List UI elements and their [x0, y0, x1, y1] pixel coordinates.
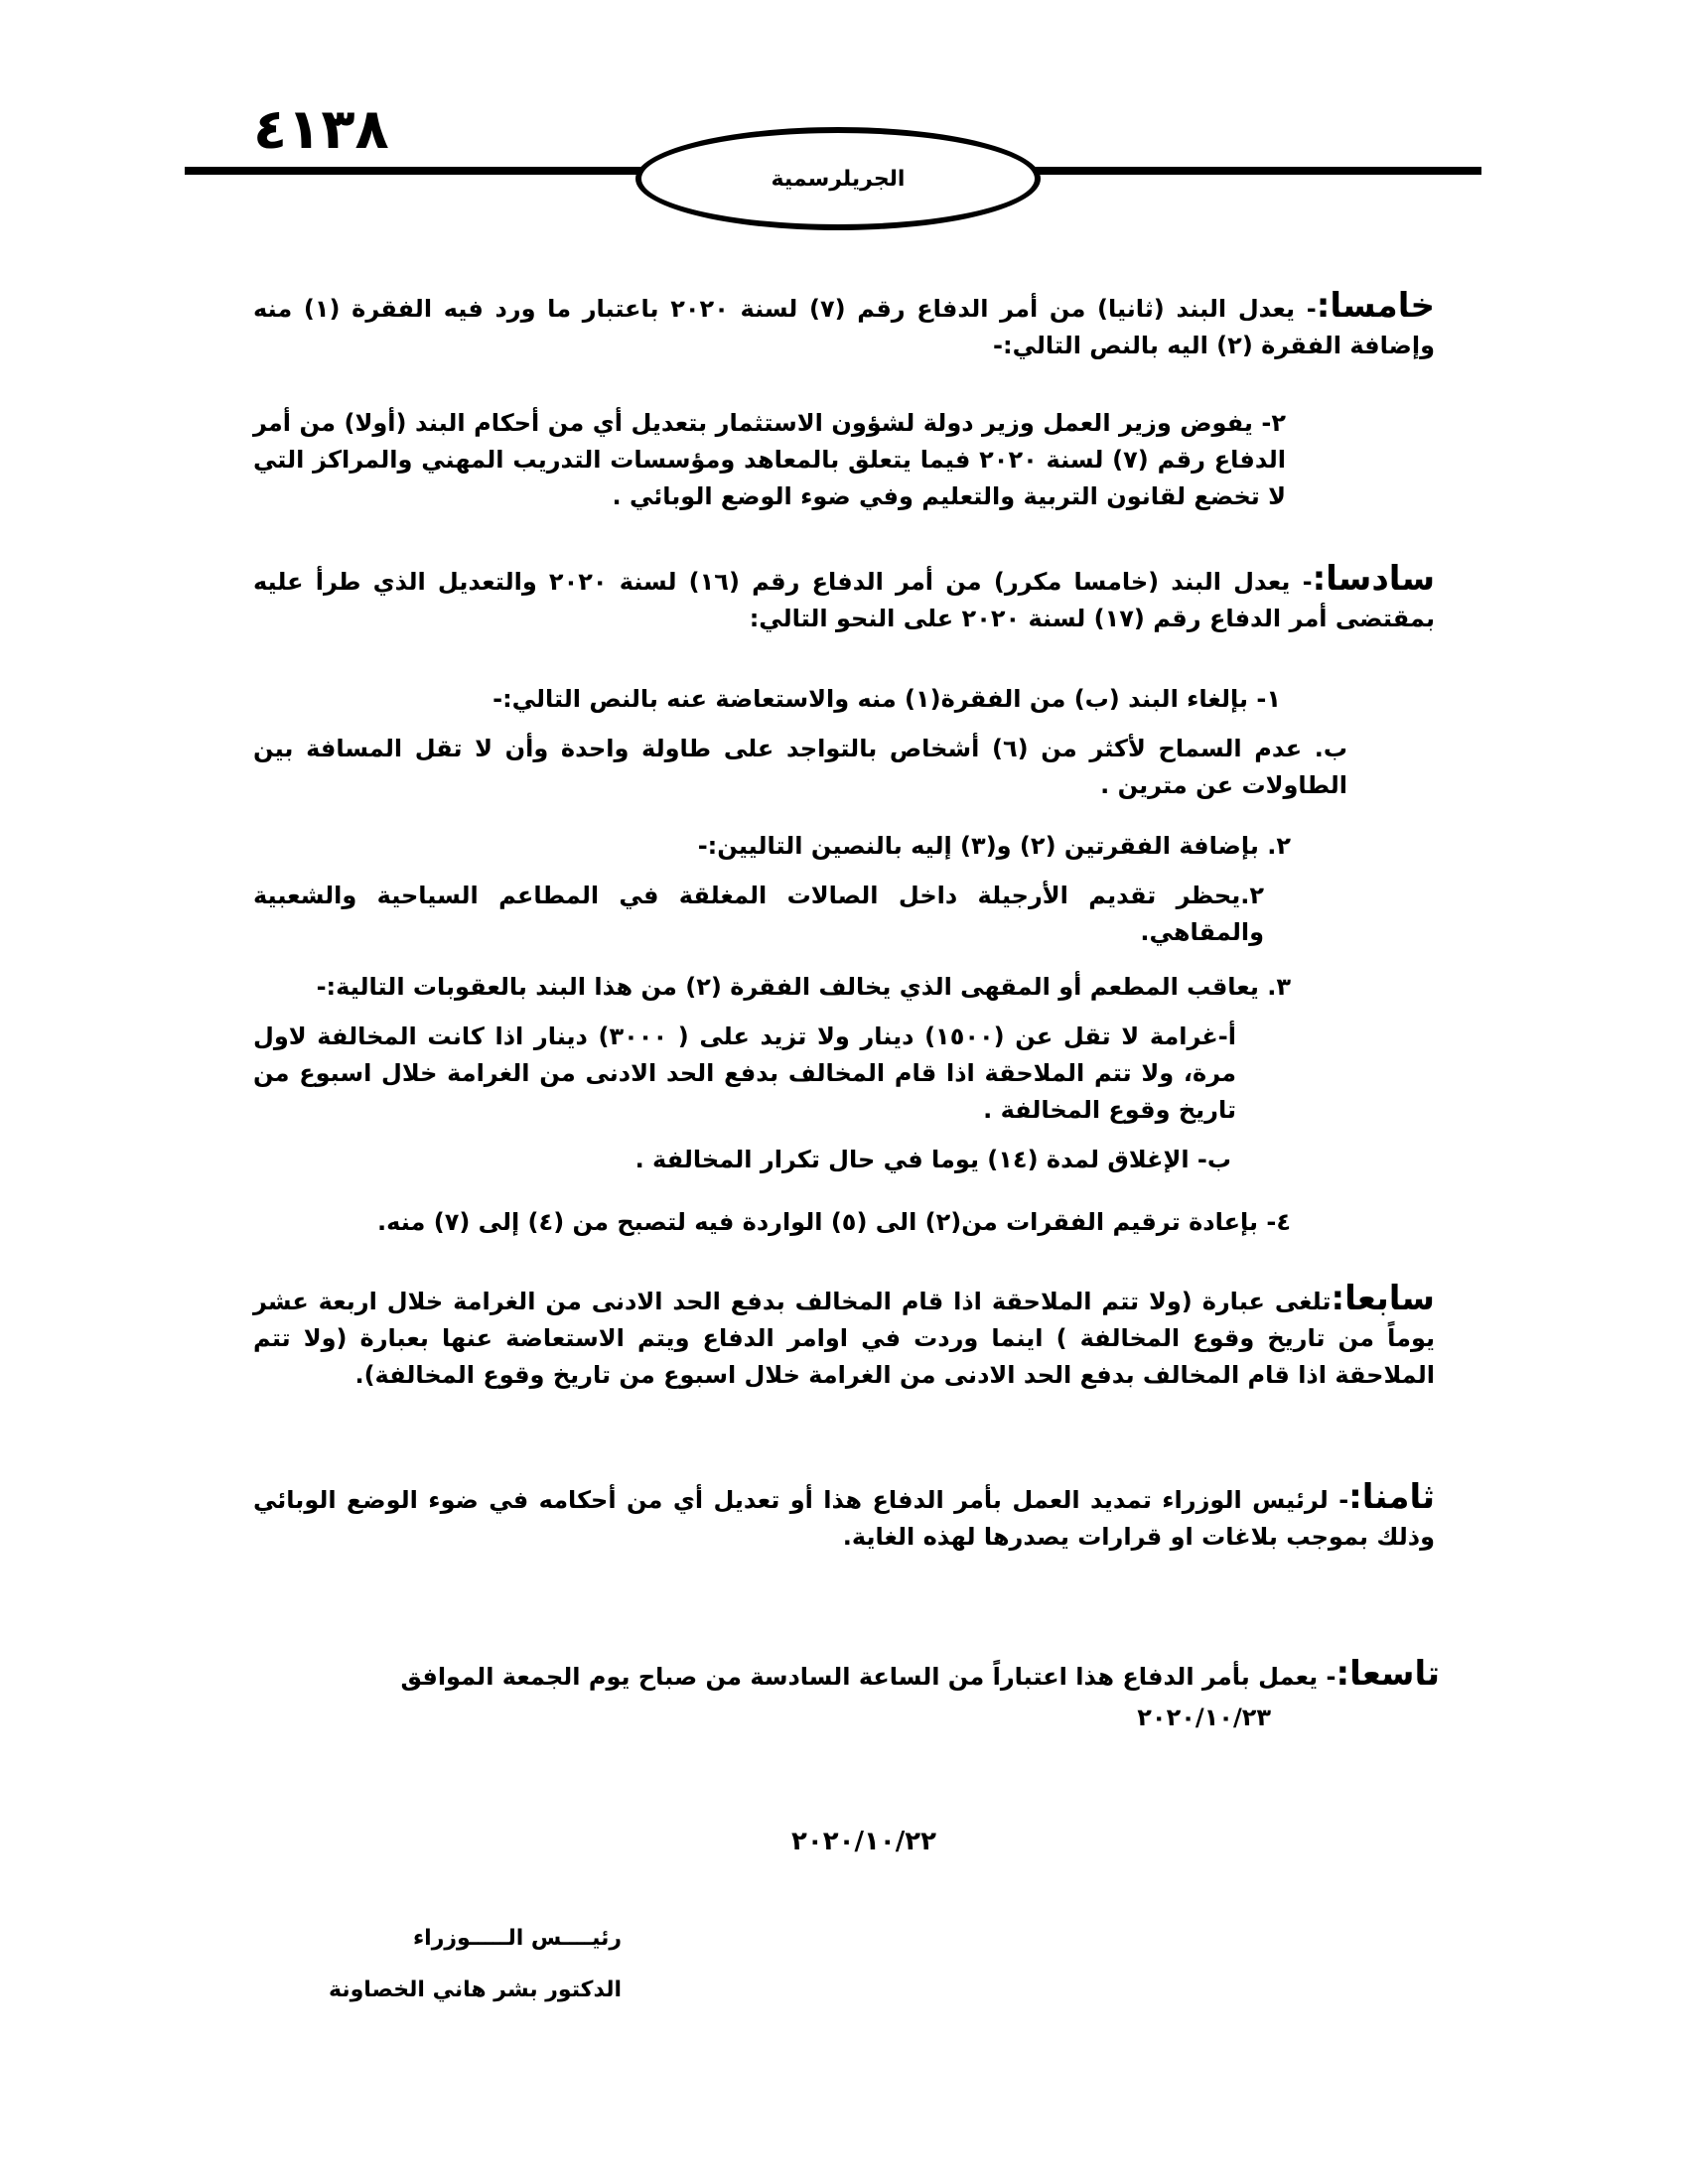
clause-5: [253, 288, 1435, 364]
clause-6-item-2a: ٢.يحظر تقديم الأرجيلة داخل الصالات المغلقة في المطاعم السياحية والشعبية والمقاهي.: [253, 882, 1264, 946]
clause-9-key: تاسعا:: [1336, 1654, 1440, 1694]
page-number: ٤١٣٨: [253, 97, 389, 162]
clause-9-text: - يعمل بأمر الدفاع هذا اعتباراً من الساعة السادسة من صباح يوم الجمعة الموافق: [400, 1663, 1336, 1691]
publication-title: الجريلرسمية: [771, 166, 906, 192]
clause-6-item-3b: ب- الإغلاق لمدة (١٤) يوما في حال تكرار المخالفة .: [634, 1146, 1231, 1173]
clause-5-key: خامسا:: [1316, 286, 1436, 326]
publication-title-oval: [635, 127, 1041, 230]
clause-7-key: سابعا:: [1331, 1279, 1435, 1318]
issue-date: ٢٠٢٠/١٠/٢٢: [791, 1827, 936, 1856]
clause-6-item-1: ١- بإلغاء البند (ب) من الفقرة(١) منه والاستعاضة عنه بالنص التالي:-: [492, 685, 1281, 713]
clause-6-key: سادسا:: [1312, 559, 1436, 599]
clause-6-text: - يعدل البند (خامسا مكرر) من أمر الدفاع رقم (١٦) لسنة ٢٠٢٠ والتعديل الذي طرأ عليه بمقتضى أمر الدفاع رقم (١٧) لسنة ٢٠٢٠ على النحو التالي:: [253, 568, 1435, 632]
clause-7-text: تلغى عبارة (ولا تتم الملاحقة اذا قام المخالف بدفع الحد الادنى من الغرامة خلال اربعة عشر يوماً من تاريخ وقوع المخالفة ) اينما وردت في اوامر الدفاع ويتم الاستعاضة عنها بعبارة (ولا تتم الملاحقة اذا قام المخالف بدفع الحد الادنى من الغرامة خلال اسبوع من تاريخ وقوع المخالفة).: [253, 1288, 1435, 1389]
clause-5-paragraph-2: ٢- يفوض وزير العمل وزير دولة لشؤون الاستثمار بتعديل أي من أحكام البند (أولا) من أمر الدفاع رقم (٧) لسنة ٢٠٢٠ فيما يتعلق بالمعاهد ومؤسسات التدريب المهني والمراكز التي لا تخضع لقانون التربية والتعليم وفي ضوء الوضع الوبائي .: [253, 409, 1286, 510]
clause-6-item-3: ٣. يعاقب المطعم أو المقهى الذي يخالف الفقرة (٢) من هذا البند بالعقوبات التالية:-: [316, 973, 1291, 1001]
clause-8: [253, 1479, 1435, 1556]
clause-7: [253, 1281, 1435, 1394]
clause-6-item-2: ٢. بإضافة الفقرتين (٢) و(٣) إليه بالنصين التاليين:-: [697, 832, 1291, 860]
clause-6-item-4: ٤- بإعادة ترقيم الفقرات من(٢) الى (٥) الواردة فيه لتصبح من (٤) إلى (٧) منه.: [377, 1208, 1291, 1236]
clause-6-item-1b: ب. عدم السماح لأكثر من (٦) أشخاص بالتواجد على طاولة واحدة وأن لا تقل المسافة بين الطاولات عن مترين .: [253, 735, 1348, 799]
signature-name: الدكتور بشر هاني الخصاونة: [329, 1978, 622, 2002]
clause-9: [268, 1656, 1440, 1696]
clause-8-text: - لرئيس الوزراء تمديد العمل بأمر الدفاع هذا أو تعديل أي من أحكامه في ضوء الوضع الوبائي وذلك بموجب بلاغات او قرارات يصدرها لهذه الغاية.: [253, 1486, 1435, 1551]
clause-5-text: - يعدل البند (ثانيا) من أمر الدفاع رقم (٧) لسنة ٢٠٢٠ باعتبار ما ورد فيه الفقرة (١) منه وإضافة الفقرة (٢) اليه بالنص التالي:-: [253, 295, 1435, 359]
clause-9-date: ٢٠٢٠/١٠/٢٣: [1137, 1704, 1271, 1731]
signature-title: رئيــــس الـــــوزراء: [412, 1926, 622, 1951]
clause-6-item-3a: أ-غرامة لا تقل عن (١٥٠٠) دينار ولا تزيد على ( ٣٠٠٠) دينار اذا كانت المخالفة لاول مرة، ولا تتم الملاحقة اذا قام المخالف بدفع الحد الادنى من الغرامة خلال اسبوع من تاريخ وقوع المخالفة .: [253, 1023, 1236, 1124]
clause-6: [253, 561, 1435, 637]
clause-8-key: ثامنا:: [1348, 1477, 1435, 1517]
